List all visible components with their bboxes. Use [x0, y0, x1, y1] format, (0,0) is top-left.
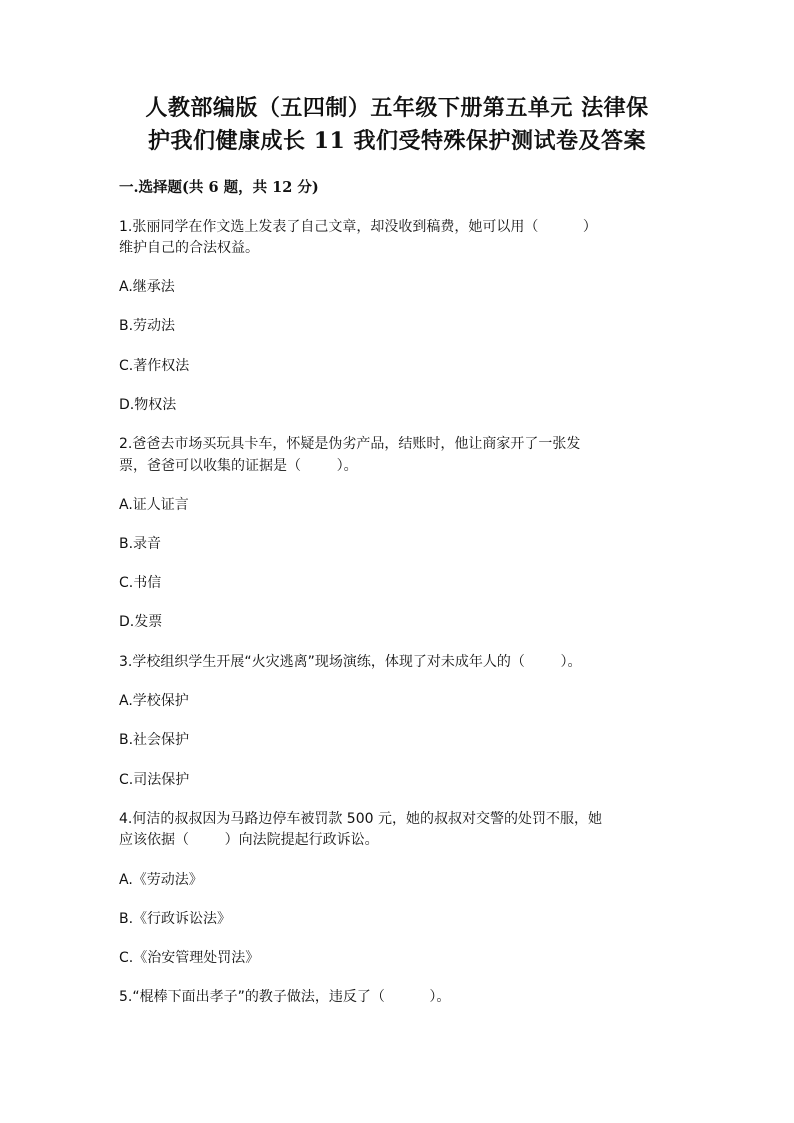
question-2-option-a: A.证人证言 — [119, 497, 189, 513]
question-3-option-b: B.社会保护 — [119, 732, 190, 748]
question-3-option-c: C.司法保护 — [119, 772, 190, 788]
question-2-option-d: D.发票 — [119, 614, 163, 630]
question-2-option-b: B.录音 — [119, 536, 162, 552]
question-4-option-b: B.《行政诉讼法》 — [119, 911, 232, 927]
question-2-stem-line-1: 2.爸爸去市场买玩具卡车，怀疑是伪劣产品，结账时，他让商家开了一张发 — [119, 436, 581, 452]
question-2-option-c: C.书信 — [119, 575, 162, 591]
title-line-2: 护我们健康成长 11 我们受特殊保护测试卷及答案 — [148, 128, 646, 154]
question-1-stem-line-1: 1.张丽同学在作文选上发表了自己文章，却没收到稿费，她可以用（ ） — [119, 219, 597, 235]
page-title — [60, 92, 734, 158]
title-line-1: 人教部编版（五四制）五年级下册第五单元 法律保 — [145, 95, 649, 121]
question-1-option-b: B.劳动法 — [119, 318, 176, 334]
question-5-stem-line-1: 5.“棍棒下面出孝子”的教子做法，违反了（ ）。 — [119, 989, 451, 1005]
question-4-option-c: C.《治安管理处罚法》 — [119, 950, 260, 966]
question-3-option-a: A.学校保护 — [119, 693, 189, 709]
question-1-option-c: C.著作权法 — [119, 358, 190, 374]
question-2-stem-line-2: 票，爸爸可以收集的证据是（ ）。 — [119, 458, 358, 474]
question-4-stem-line-1: 4.何洁的叔叔因为马路边停车被罚款 500 元，她的叔叔对交警的处罚不服，她 — [119, 811, 602, 827]
section-heading: 一.选择题(共 6 题，共 12 分) — [119, 179, 319, 196]
question-1-option-a: A.继承法 — [119, 279, 175, 295]
question-1-option-d: D.物权法 — [119, 397, 177, 413]
question-4-stem-line-2: 应该依据（ ）向法院提起行政诉讼。 — [119, 832, 379, 848]
question-3-stem-line-1: 3.学校组织学生开展“火灾逃离”现场演练，体现了对未成年人的（ ）。 — [119, 654, 582, 670]
question-4-option-a: A.《劳动法》 — [119, 872, 203, 888]
question-1-stem-line-2: 维护自己的合法权益。 — [119, 240, 259, 256]
